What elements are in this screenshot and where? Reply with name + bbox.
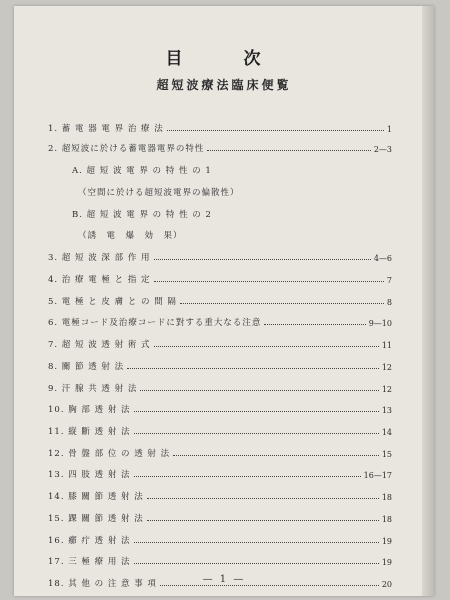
toc-entry: 9. 汗 腺 共 透 射 法 12: [48, 384, 392, 394]
toc-entry: 17. 三 極 療 用 法 19: [48, 557, 392, 567]
toc-entry: 1. 蓄 電 器 電 界 治 療 法 1: [48, 124, 392, 134]
page-subtitle: 超短波療法臨床便覧: [156, 78, 292, 92]
toc-entry: 8. 關 節 透 射 法 12: [48, 362, 392, 372]
toc-entry: 13. 四 肢 透 射 法 16—17: [48, 470, 392, 480]
toc-entry: 2. 超短波に於ける蓄電器電界の特性 2—3: [48, 144, 392, 154]
document-page: [14, 6, 434, 596]
toc-entry: 14. 膝 關 節 透 射 法 18: [48, 492, 392, 502]
page-number-footer: — 1 —: [202, 574, 246, 585]
toc-entry: 5. 電 極 と 皮 膚 と の 間 隔 8: [48, 297, 392, 307]
toc-subentry: B. 超 短 波 電 界 の 特 性 の 2: [72, 210, 212, 220]
toc-subentry-note: （空間に於ける超短波電界の偏散性）: [78, 188, 240, 198]
toc-entry: 15. 踝 關 節 透 射 法 18: [48, 514, 392, 524]
toc-subentry-note: （誘 電 爆 効 果）: [78, 231, 183, 241]
toc-entry: 18. 其 他 の 注 意 事 項 20: [48, 579, 392, 589]
toc-subentry: A. 超 短 波 電 界 の 特 性 の 1: [72, 166, 212, 176]
toc-entry: 12. 骨 盤 部 位 の 透 射 法 15: [48, 449, 392, 459]
toc-entry: 4. 治 療 電 極 と 指 定 7: [48, 275, 392, 285]
page-spine-shadow: [422, 6, 434, 596]
toc-entry: 11. 縦 斷 透 射 法 14: [48, 427, 392, 437]
toc-entry: 16. 癤 疔 透 射 法 19: [48, 536, 392, 546]
toc-entry: 7. 超 短 波 透 射 術 式 11: [48, 340, 392, 350]
page-title: 目 次: [165, 49, 283, 69]
toc-entry: 10. 胸 部 透 射 法 13: [48, 405, 392, 415]
toc-entry: 6. 電極コード及治療コードに對する重大なる注意 9—10: [48, 318, 392, 328]
toc-entry: 3. 超 短 波 深 部 作 用 4—6: [48, 253, 392, 263]
